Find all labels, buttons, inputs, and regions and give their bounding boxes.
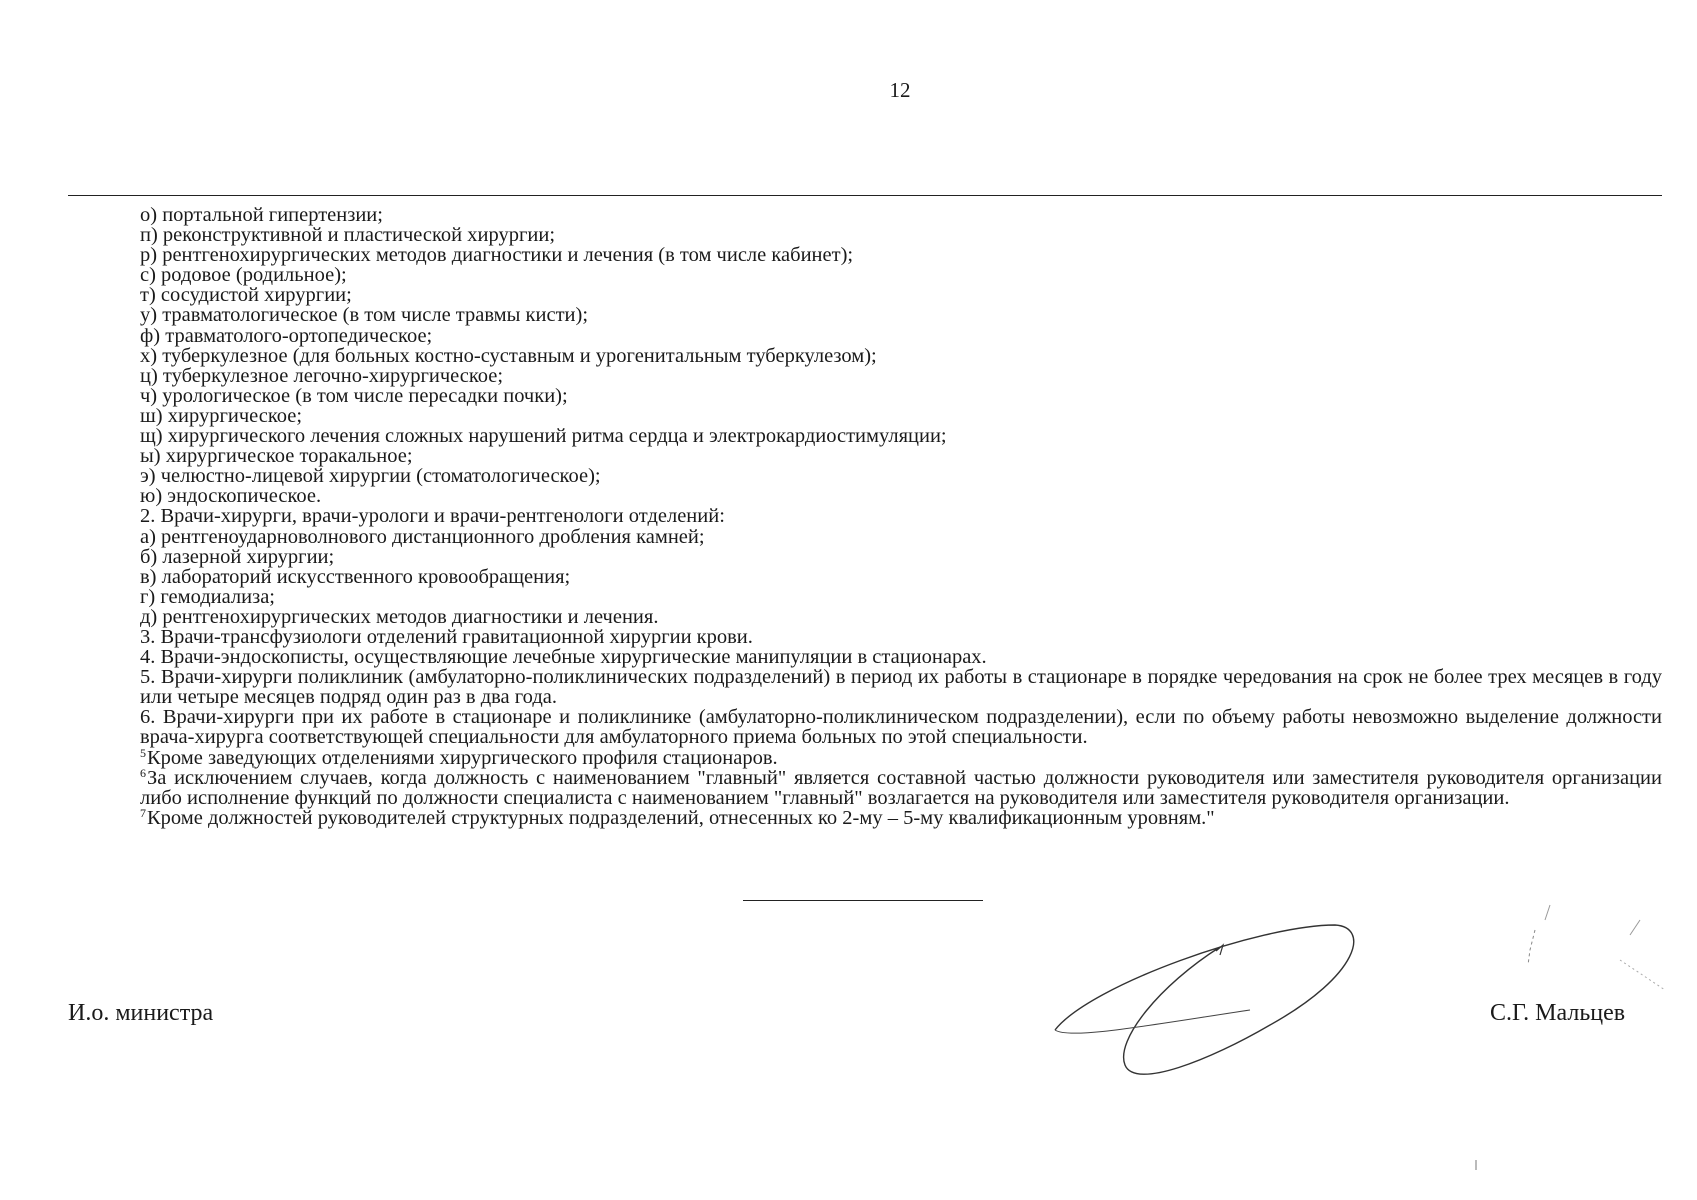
list-item: э) челюстно-лицевой хирургии (стоматологическое); [140, 465, 601, 488]
footnote-text: Кроме должностей руководителей структурных подразделений, отнесенных ко 2-му – 5-му квалификационным уровням." [147, 806, 1215, 829]
footnote [140, 765, 1662, 809]
end-rule [743, 900, 983, 901]
top-rule [68, 195, 1662, 196]
document-body [140, 205, 1662, 828]
list-item: щ) хирургического лечения сложных нарушений ритма сердца и электрокардиостимуляции; [140, 425, 947, 448]
list-item: х) туберкулезное (для больных костно-суставным и урогенитальным туберкулезом); [140, 344, 877, 367]
footnote [140, 745, 1662, 769]
list-item: о) портальной гипертензии; [140, 204, 383, 226]
footnote-mark: 6 [140, 765, 146, 780]
list-item: б) лазерной хирургии; [140, 545, 335, 568]
handwritten-signature [1030, 915, 1370, 1085]
footnote-text: Кроме заведующих отделениями хирургического профиля стационаров. [147, 746, 778, 769]
list-item: ф) травматолого-ортопедическое; [140, 324, 433, 347]
list-item: д) рентгенохирургических методов диагностики и лечения. [140, 605, 659, 628]
scan-artifact [1475, 1160, 1477, 1170]
list-item: т) сосудистой хирургии; [140, 284, 352, 307]
list-item: п) реконструктивной и пластической хирургии; [140, 224, 556, 247]
footnote-text: За исключением случаев, когда должность с наименованием "главный" является составной частью должности руководителя или заместителя руководителя организации либо исполнение функций по должности специалиста с наименованием "главный" возлагается на руководителя или заместителя руководителя организации. [140, 766, 1662, 809]
list-item: ы) хирургическое торакальное; [140, 445, 413, 468]
list-heading: 2. Врачи-хирурги, врачи-урологи и врачи-рентгенологи отделений: [140, 505, 725, 528]
list-item: в) лабораторий искусственного кровообращения; [140, 565, 571, 588]
list-item: у) травматологическое (в том числе травмы кисти); [140, 304, 589, 327]
paragraph: 5. Врачи-хирурги поликлиник (амбулаторно-поликлинических подразделений) в период их работы в стационаре в порядке чередования на срок не более трех месяцев в году или четыре месяцев подряд один раз в два года. [140, 666, 1662, 709]
signatory-title: И.о. министра [68, 1000, 214, 1026]
footnote-mark: 7 [140, 805, 146, 820]
list-item: р) рентгенохирургических методов диагностики и лечения (в том числе кабинет); [140, 244, 854, 267]
list-item: г) гемодиализа; [140, 585, 276, 608]
list-item: ш) хирургическое; [140, 404, 303, 427]
footnote-mark: 5 [140, 745, 146, 760]
paragraph: 6. Врачи-хирурги при их работе в стационаре и поликлинике (амбулаторно-поликлиническом подразделении), если по объему работы невозможно выделение должности врача-хирурга соответствующей специальности для амбулаторного приема больных по этой специальности. [140, 706, 1662, 749]
list-item: ч) урологическое (в том числе пересадки почки); [140, 384, 568, 407]
list-item: ц) туберкулезное легочно-хирургическое; [140, 364, 504, 387]
page-number: 12 [889, 78, 911, 102]
list-item: с) родовое (родильное); [140, 264, 347, 287]
list-item: ю) эндоскопическое. [140, 485, 322, 508]
footnote [140, 805, 1662, 829]
signatory-name: С.Г. Мальцев [1490, 1000, 1626, 1026]
list-heading: 4. Врачи-эндоскописты, осуществляющие лечебные хирургические манипуляции в стационарах. [140, 646, 987, 669]
list-item: а) рентгеноударноволнового дистанционного дробления камней; [140, 525, 705, 548]
list-heading: 3. Врачи-трансфузиологи отделений гравитационной хирургии крови. [140, 625, 753, 648]
